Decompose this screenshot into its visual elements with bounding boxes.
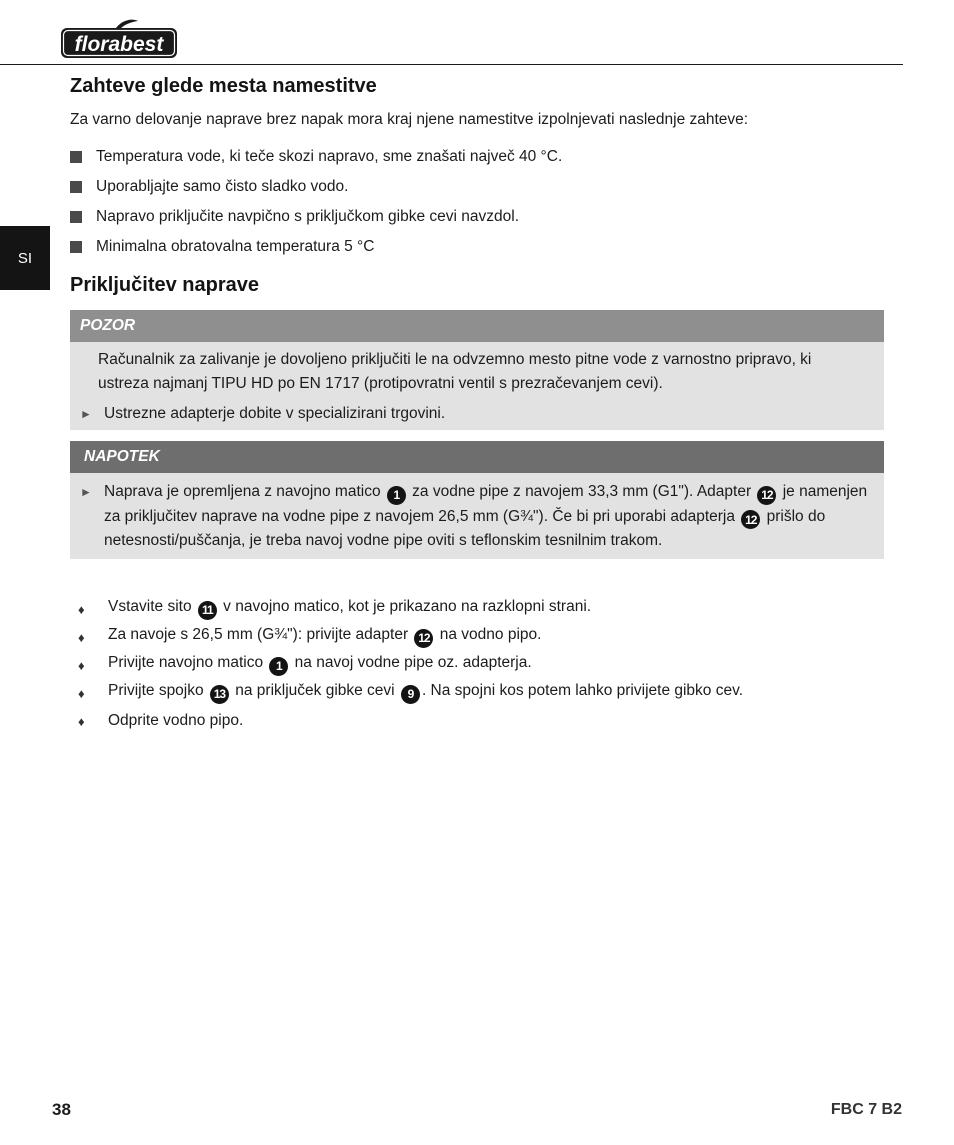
square-bullet-icon <box>70 241 82 253</box>
note-heading: NAPOTEK <box>70 441 884 473</box>
step-item <box>78 707 743 735</box>
square-bullet-icon <box>70 211 82 223</box>
header-rule <box>0 64 903 65</box>
caution-tip <box>70 396 884 426</box>
caution-text: Računalnik za zalivanje je dovoljeno priključiti le na odvzemno mesto pitne vode z varnostno pripravo, ki ustreza najmanj TIPU HD po EN 1717 (protipovratni ventil s prezračevanjem cevi). <box>98 351 812 392</box>
language-tab <box>0 226 50 290</box>
section-intro: Za varno delovanje naprave brez napak mora kraj njene namestitve izpolnjevati naslednje zahteve: <box>70 111 749 128</box>
section-title-connecting-device: Priključitev naprave <box>70 274 259 296</box>
diamond-bullet-icon: ♦ <box>78 657 85 673</box>
list-item <box>70 142 562 172</box>
page-number: 38 <box>52 1100 71 1119</box>
part-number-badge: 1 <box>387 486 406 505</box>
caution-heading: POZOR <box>70 310 884 342</box>
step-item <box>78 595 743 623</box>
arrow-bullet-icon: ► <box>80 407 92 421</box>
step-text-part: na priključek gibke cevi <box>230 682 399 700</box>
list-item-text: Uporabljajte samo čisto sladko vodo. <box>96 178 349 195</box>
diamond-bullet-icon: ♦ <box>78 601 85 617</box>
model-number: FBC 7 B2 <box>830 1101 902 1118</box>
step-text-part: . Na spojni kos potem lahko privijete gibko cev. <box>421 682 744 700</box>
step-text-part: Privijte navojno matico <box>108 654 268 672</box>
part-number-badge: 1 <box>269 657 288 676</box>
list-item-text: Temperatura vode, ki teče skozi napravo, sme znašati največ 40 °C. <box>96 148 563 165</box>
installation-steps <box>78 595 743 735</box>
part-number-badge: 12 <box>757 486 776 505</box>
step-text <box>108 626 541 648</box>
diamond-bullet-icon: ♦ <box>78 629 85 645</box>
step-text-part: na vodno pipo. <box>435 626 542 644</box>
step-text-part: v navojno matico, kot je prikazano na razklopni strani. <box>218 598 592 616</box>
step-text <box>108 682 743 704</box>
diamond-bullet-icon: ♦ <box>78 685 85 701</box>
note-text-part: Naprava je opremljena z navojno matico <box>104 483 385 500</box>
caution-notice <box>70 310 884 430</box>
step-text-part: Privijte spojko <box>108 682 208 700</box>
note-text-part: prišlo do netesnosti/puščanja, je treba navoj vodne pipe oviti s teflonskim tesnilnim trakom. <box>104 507 826 549</box>
step-item <box>78 679 743 707</box>
caution-tip-text: Ustrezne adapterje dobite v specializirani trgovini. <box>104 405 446 422</box>
note-notice <box>70 441 884 559</box>
step-text: Odprite vodno pipo. <box>108 712 244 729</box>
logo-text: florabest <box>74 33 164 56</box>
square-bullet-icon <box>70 181 82 193</box>
list-item <box>70 202 562 232</box>
list-item <box>70 172 562 202</box>
list-item <box>70 232 562 262</box>
part-number-badge: 9 <box>401 685 420 704</box>
list-item-text: Napravo priključite navpično s priključkom gibke cevi navzdol. <box>96 208 519 225</box>
step-text-part: Za navoje s 26,5 mm (G¾"): privijte adapter <box>108 626 413 644</box>
note-text-part: za vodne pipe z navojem 33,3 mm (G1"). Adapter <box>407 483 756 500</box>
step-item <box>78 623 743 651</box>
part-number-badge: 11 <box>198 601 217 620</box>
note-text-part: je namenjen za priključitev naprave na vodne pipe z navojem 26,5 mm (G¾"). Če bi pri uporabi adapterja <box>104 483 868 525</box>
note-paragraph <box>70 473 884 553</box>
list-item-text: Minimalna obratovalna temperatura 5 °C <box>96 238 375 255</box>
diamond-bullet-icon: ♦ <box>78 713 85 729</box>
note-text <box>104 480 878 553</box>
arrow-bullet-icon: ► <box>80 485 92 499</box>
step-text <box>108 598 591 620</box>
language-tab-label: SI <box>17 249 33 267</box>
step-item <box>78 651 743 679</box>
step-text-part: Vstavite sito <box>108 598 196 616</box>
part-number-badge: 13 <box>210 685 229 704</box>
part-number-badge: 12 <box>414 629 433 648</box>
florabest-logo <box>60 18 178 60</box>
requirements-list <box>70 142 562 262</box>
square-bullet-icon <box>70 151 82 163</box>
step-text <box>108 654 532 676</box>
part-number-badge: 12 <box>741 510 760 529</box>
section-title-installation-site: Zahteve glede mesta namestitve <box>70 75 377 97</box>
step-text-part: na navoj vodne pipe oz. adapterja. <box>290 654 532 672</box>
